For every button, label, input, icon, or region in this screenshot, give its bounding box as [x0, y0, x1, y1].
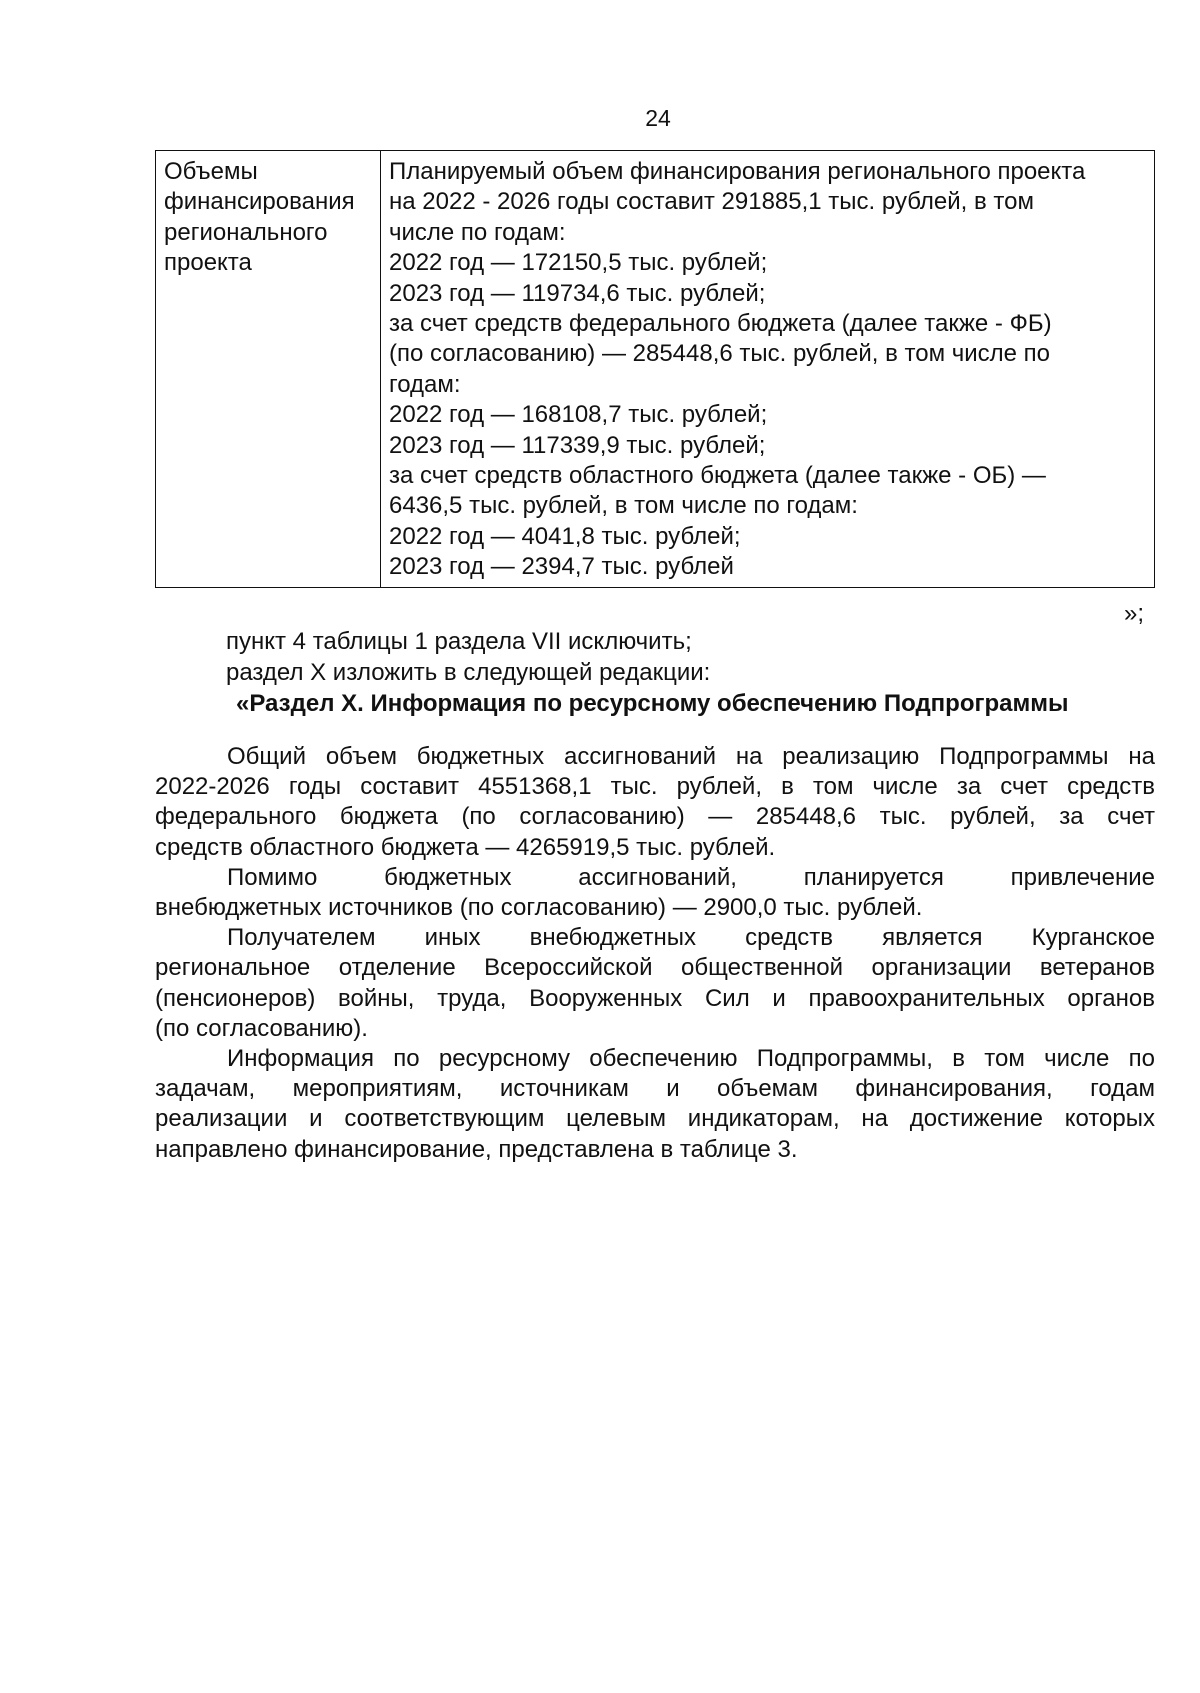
amendment-line: раздел X изложить в следующей редакции: — [226, 659, 711, 686]
paragraph-line: задачам, мероприятиям, источникам и объемам финансирования, годам — [155, 1075, 1155, 1103]
paragraph — [155, 742, 1155, 863]
label-line: финансирования — [164, 188, 355, 216]
content-line: числе по годам: — [389, 218, 566, 246]
content-line: 2023 год — 117339,9 тыс. рублей; — [389, 431, 766, 459]
content-line: за счет средств федерального бюджета (далее также - ФБ) — [389, 310, 1052, 338]
content-line: годам: — [389, 370, 461, 398]
label-line: регионального — [164, 218, 328, 246]
paragraph-line: федерального бюджета (по согласованию) — 285448,6 тыс. рублей, за счет — [155, 803, 1155, 831]
paragraph-line: средств областного бюджета — 4265919,5 тыс. рублей. — [155, 833, 776, 861]
paragraph-line: (по согласованию). — [155, 1014, 368, 1042]
content-line: 6436,5 тыс. рублей, в том числе по годам: — [389, 492, 858, 520]
paragraph-line: реализации и соответствующим целевым индикаторам, на достижение которых — [155, 1105, 1155, 1133]
content-line: на 2022 - 2026 годы составит 291885,1 тыс. рублей, в том — [389, 188, 1034, 216]
content-line: за счет средств областного бюджета (далее также - ОБ) — — [389, 462, 1046, 490]
paragraph-line: направлено финансирование, представлена в таблице 3. — [155, 1135, 798, 1163]
closing-quote: »; — [1124, 600, 1145, 627]
content-line: 2022 год — 4041,8 тыс. рублей; — [389, 522, 741, 550]
content-line: 2023 год — 119734,6 тыс. рублей; — [389, 279, 766, 307]
financing-table — [155, 150, 1155, 588]
content-line: 2023 год — 2394,7 тыс. рублей — [389, 553, 734, 581]
paragraph — [155, 1044, 1155, 1165]
paragraph — [155, 923, 1155, 1044]
paragraph-line: (пенсионеров) войны, труда, Вооруженных Сил и правоохранительных органов — [155, 984, 1155, 1012]
table-label-cell — [156, 151, 381, 588]
paragraph-line: Помимо бюджетных ассигнований, планируется привлечение — [227, 863, 1155, 891]
paragraph-line: Информация по ресурсному обеспечению Подпрограммы, в том числе по — [227, 1045, 1155, 1073]
page-number: 24 — [645, 105, 671, 131]
paragraph-line: внебюджетных источников (по согласованию) — 2900,0 тыс. рублей. — [155, 894, 923, 922]
amendment-line: пункт 4 таблицы 1 раздела VII исключить; — [226, 628, 692, 655]
label-line: проекта — [164, 249, 252, 277]
paragraph-line: региональное отделение Всероссийской общественной организации ветеранов — [155, 954, 1155, 982]
paragraph-line: Получателем иных внебюджетных средств является Курганское — [227, 924, 1155, 952]
paragraph-line: Общий объем бюджетных ассигнований на реализацию Подпрограммы на — [227, 743, 1155, 770]
section-heading: «Раздел X. Информация по ресурсному обеспечению Подпрограммы — [236, 690, 1069, 717]
body-text — [155, 742, 1155, 1165]
content-line: 2022 год — 168108,7 тыс. рублей; — [389, 401, 768, 429]
content-line: 2022 год — 172150,5 тыс. рублей; — [389, 249, 768, 277]
paragraph — [155, 863, 1155, 923]
content-line: Планируемый объем финансирования регионального проекта — [389, 158, 1086, 185]
paragraph-line: 2022-2026 годы составит 4551368,1 тыс. рублей, в том числе за счет средств — [155, 773, 1155, 801]
content-line: (по согласованию) — 285448,6 тыс. рублей, в том числе по — [389, 340, 1051, 368]
table-row — [156, 151, 1155, 588]
label-line: Объемы — [164, 158, 258, 185]
table-content-cell — [381, 151, 1155, 588]
